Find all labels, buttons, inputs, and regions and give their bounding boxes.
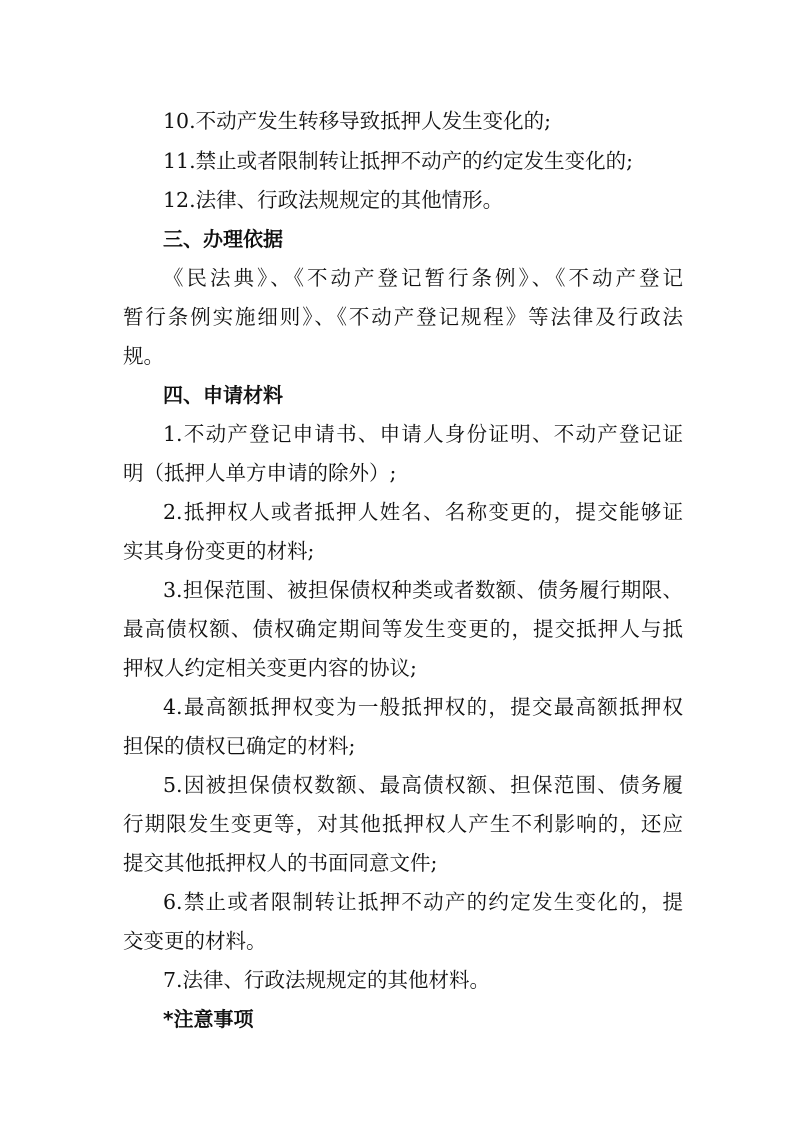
material-item-3-cont: 最高债权额、债权确定期间等发生变更的，提交抵押人与抵: [123, 617, 683, 641]
notice-heading: *注意事项: [163, 1007, 254, 1031]
basis-paragraph-line: 暂行条例实施细则》、《不动产登记规程》等法律及行政法: [123, 305, 683, 329]
material-item-3-cont: 押权人约定相关变更内容的协议;: [123, 656, 417, 680]
list-item-11: 11.禁止或者限制转让抵押不动产的约定发生变化的;: [163, 149, 634, 173]
material-item-5-cont: 提交其他抵押权人的书面同意文件;: [123, 851, 438, 875]
material-item-4-cont: 担保的债权已确定的材料;: [123, 734, 356, 758]
material-item-3: 3.担保范围、被担保债权种类或者数额、债务履行期限、: [163, 578, 683, 602]
material-item-4: 4.最高额抵押权变为一般抵押权的，提交最高额抵押权: [163, 695, 683, 719]
material-item-2: 2.抵押权人或者抵押人姓名、名称变更的，提交能够证: [163, 500, 683, 524]
material-item-7: 7.法律、行政法规规定的其他材料。: [163, 968, 491, 992]
material-item-5-cont: 行期限发生变更等，对其他抵押权人产生不利影响的，还应: [123, 812, 683, 836]
basis-paragraph-line: 规。: [123, 344, 164, 368]
section-heading-materials: 四、申请材料: [163, 383, 283, 407]
material-item-6-cont: 交变更的材料。: [123, 929, 267, 953]
material-item-2-cont: 实其身份变更的材料;: [123, 539, 315, 563]
material-item-1-cont: 明（抵押人单方申请的除外）;: [123, 461, 397, 485]
list-item-12: 12.法律、行政法规规定的其他情形。: [163, 188, 504, 212]
material-item-5: 5.因被担保债权数额、最高债权额、担保范围、债务履: [163, 773, 683, 797]
basis-paragraph-line: 《民法典》、《不动产登记暂行条例》、《不动产登记: [163, 266, 683, 290]
material-item-6: 6.禁止或者限制转让抵押不动产的约定发生变化的，提: [163, 890, 683, 914]
material-item-1: 1.不动产登记申请书、申请人身份证明、不动产登记证: [163, 422, 683, 446]
list-item-10: 10.不动产发生转移导致抵押人发生变化的;: [163, 109, 552, 133]
section-heading-basis: 三、办理依据: [163, 227, 283, 251]
